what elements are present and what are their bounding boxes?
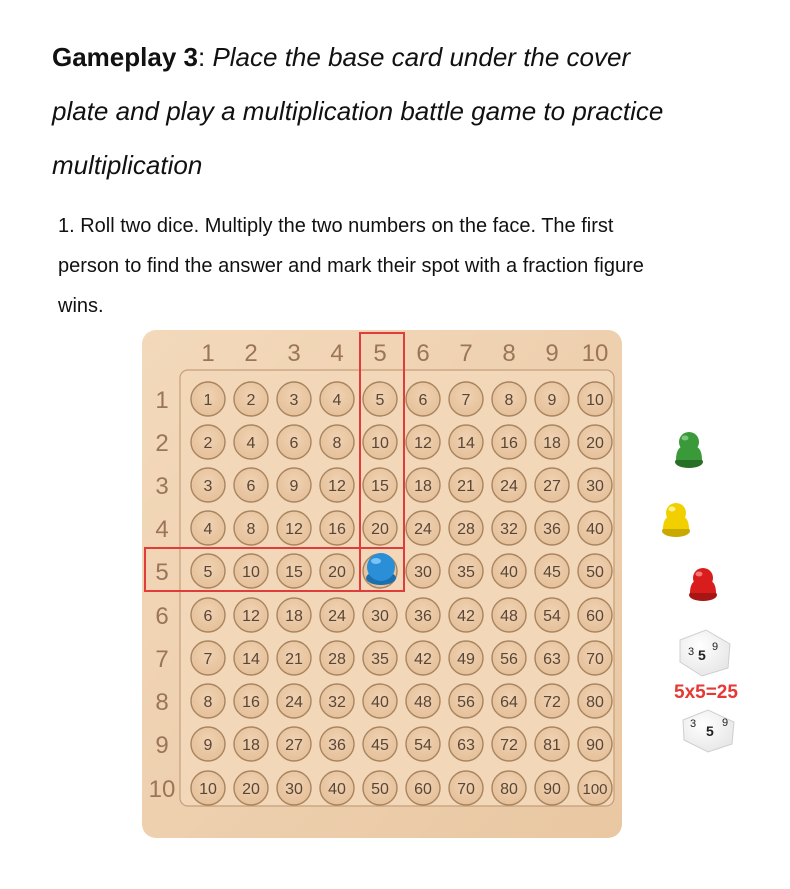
board-cell <box>191 771 225 805</box>
red-peg <box>689 568 717 601</box>
board-cell <box>363 425 397 459</box>
cell-value: 12 <box>328 478 346 495</box>
cell-value: 27 <box>285 737 303 754</box>
board-cell <box>492 641 526 675</box>
board-cell <box>191 425 225 459</box>
cell-value: 8 <box>203 694 213 711</box>
cell-value: 14 <box>242 651 260 668</box>
board-cell <box>535 684 569 718</box>
board-cell <box>578 771 612 805</box>
cell-value: 80 <box>586 694 604 711</box>
cell-value: 18 <box>242 737 260 754</box>
cell-value: 45 <box>543 564 561 581</box>
board-cell <box>363 727 397 761</box>
row-header: 1 <box>155 387 169 414</box>
board-cell <box>320 771 354 805</box>
die2-face-b: 5 <box>706 723 714 739</box>
cell-value: 63 <box>543 651 561 668</box>
board-cell <box>449 511 483 545</box>
die1-face-b: 5 <box>698 647 706 663</box>
cell-value: 7 <box>461 392 471 409</box>
board-cell <box>191 511 225 545</box>
instruction-line-2: person to find the answer and mark their spot with a fraction figure <box>58 255 644 277</box>
cell-value: 56 <box>457 694 475 711</box>
board-cell <box>578 511 612 545</box>
row-header: 10 <box>148 776 176 803</box>
board-cell <box>234 425 268 459</box>
row-header: 6 <box>155 603 169 630</box>
cell-value: 48 <box>414 694 432 711</box>
board-cell <box>449 382 483 416</box>
cell-value: 9 <box>547 392 557 409</box>
board-cell <box>234 641 268 675</box>
cell-value: 12 <box>242 608 260 625</box>
cell-value: 12 <box>414 435 432 452</box>
board-cell <box>363 771 397 805</box>
cell-value: 60 <box>414 781 432 798</box>
board-cell <box>578 468 612 502</box>
cell-value: 100 <box>582 781 608 798</box>
column-header: 6 <box>416 340 430 367</box>
board-cell <box>320 598 354 632</box>
cell-value: 32 <box>328 694 346 711</box>
column-header: 10 <box>581 340 609 367</box>
board-cell <box>320 382 354 416</box>
board-cell <box>234 511 268 545</box>
board-cell <box>578 684 612 718</box>
cell-value: 3 <box>289 392 299 409</box>
board-cell <box>277 425 311 459</box>
board-cell <box>406 684 440 718</box>
board-cell <box>363 684 397 718</box>
blue-peg <box>366 553 396 585</box>
row-header: 5 <box>155 559 169 586</box>
board-cell <box>406 727 440 761</box>
board-cell <box>363 511 397 545</box>
board-cell <box>535 771 569 805</box>
cell-value: 36 <box>328 737 346 754</box>
cell-value: 18 <box>285 608 303 625</box>
cell-value: 72 <box>500 737 518 754</box>
row-header: 4 <box>155 516 169 543</box>
green-peg <box>675 432 703 468</box>
yellow-peg <box>662 503 690 537</box>
column-header: 7 <box>459 340 473 367</box>
cell-value: 49 <box>457 651 475 668</box>
board-cell <box>320 727 354 761</box>
cell-value: 24 <box>328 608 346 625</box>
cell-value: 18 <box>414 478 432 495</box>
die-1 <box>680 630 730 676</box>
board-cell <box>277 727 311 761</box>
gameplay-lead-2: plate and play a multiplication battle game to practice <box>52 96 664 126</box>
board-cell <box>234 684 268 718</box>
cell-value: 6 <box>203 608 213 625</box>
instruction-line-1: 1. Roll two dice. Multiply the two numbers on the face. The first <box>58 215 614 237</box>
cell-value: 70 <box>457 781 475 798</box>
cell-value: 35 <box>457 564 475 581</box>
board-cell <box>492 511 526 545</box>
cell-value: 90 <box>543 781 561 798</box>
board-cell <box>578 641 612 675</box>
board-cell <box>449 727 483 761</box>
cell-value: 10 <box>242 564 260 581</box>
board-cell <box>492 425 526 459</box>
cell-value: 28 <box>457 521 475 538</box>
cell-value: 1 <box>203 392 213 409</box>
cell-value: 42 <box>457 608 475 625</box>
board-cell <box>449 771 483 805</box>
gameplay-lead-1: Place the base card under the cover <box>212 42 631 72</box>
cell-value: 6 <box>246 478 256 495</box>
gameplay-title: Gameplay 3 <box>52 42 198 72</box>
cell-value: 30 <box>586 478 604 495</box>
board-cell <box>578 598 612 632</box>
board-cell <box>320 425 354 459</box>
cell-value: 24 <box>414 521 432 538</box>
board-cell <box>535 425 569 459</box>
board-cell <box>277 511 311 545</box>
board-cell <box>277 684 311 718</box>
board-cell <box>191 468 225 502</box>
board-cell <box>363 468 397 502</box>
board-cell <box>277 554 311 588</box>
board-cell <box>277 598 311 632</box>
board-cell <box>449 554 483 588</box>
board-cell <box>191 684 225 718</box>
cell-value: 4 <box>203 521 213 538</box>
cell-value: 9 <box>289 478 299 495</box>
board-cell <box>492 771 526 805</box>
cell-value: 72 <box>543 694 561 711</box>
board-cell <box>406 598 440 632</box>
die2-face-c: 9 <box>722 717 729 729</box>
board-cell <box>320 641 354 675</box>
cell-value: 9 <box>203 737 213 754</box>
cell-value: 70 <box>586 651 604 668</box>
row-header: 2 <box>155 430 169 457</box>
board-cell <box>535 598 569 632</box>
cell-value: 90 <box>586 737 604 754</box>
board-cell <box>234 727 268 761</box>
cell-value: 20 <box>586 435 604 452</box>
cell-value: 36 <box>414 608 432 625</box>
board-cell <box>191 727 225 761</box>
die1-face-c: 9 <box>712 641 719 653</box>
board-cell <box>406 771 440 805</box>
cell-value: 60 <box>586 608 604 625</box>
cell-value: 32 <box>500 521 518 538</box>
cell-value: 54 <box>543 608 561 625</box>
row-header: 3 <box>155 473 169 500</box>
board-cell <box>234 468 268 502</box>
board-cell <box>363 641 397 675</box>
cell-value: 45 <box>371 737 389 754</box>
board-cell <box>406 511 440 545</box>
die2-face-a: 3 <box>690 718 697 730</box>
equation-label: 5x5=25 <box>674 682 738 703</box>
board-cell <box>363 382 397 416</box>
board-cell <box>449 468 483 502</box>
cell-value: 8 <box>332 435 342 452</box>
cell-value: 2 <box>203 435 213 452</box>
column-header: 1 <box>201 340 215 367</box>
cell-value: 30 <box>285 781 303 798</box>
board-cell <box>191 382 225 416</box>
cell-value: 40 <box>500 564 518 581</box>
cell-value: 7 <box>203 651 213 668</box>
board-cell <box>535 727 569 761</box>
cell-value: 36 <box>543 521 561 538</box>
die-2 <box>683 710 734 752</box>
board-cell <box>320 511 354 545</box>
cell-value: 14 <box>457 435 475 452</box>
cell-value: 15 <box>371 478 389 495</box>
board-cell <box>492 598 526 632</box>
board-cell <box>406 425 440 459</box>
board-cell <box>234 771 268 805</box>
board-cell <box>492 468 526 502</box>
cell-value: 80 <box>500 781 518 798</box>
cell-value: 12 <box>285 521 303 538</box>
cell-value: 28 <box>328 651 346 668</box>
cell-value: 50 <box>586 564 604 581</box>
board-cell <box>320 554 354 588</box>
cell-value: 48 <box>500 608 518 625</box>
cell-value: 40 <box>328 781 346 798</box>
board-cell <box>578 727 612 761</box>
board-cell <box>191 554 225 588</box>
cell-value: 18 <box>543 435 561 452</box>
cell-value: 10 <box>586 392 604 409</box>
cell-value: 64 <box>500 694 518 711</box>
cell-value: 56 <box>500 651 518 668</box>
cell-value: 6 <box>289 435 299 452</box>
cell-value: 50 <box>371 781 389 798</box>
board-cell <box>320 684 354 718</box>
column-header: 3 <box>287 340 301 367</box>
board-cell <box>406 382 440 416</box>
cell-value: 8 <box>504 392 514 409</box>
board-cell <box>449 598 483 632</box>
row-header: 9 <box>155 732 169 759</box>
board-cell <box>320 468 354 502</box>
cell-value: 24 <box>500 478 518 495</box>
board-cell <box>191 598 225 632</box>
board-cell <box>492 554 526 588</box>
cell-value: 54 <box>414 737 432 754</box>
title-colon: : <box>197 42 213 72</box>
board-cell <box>449 425 483 459</box>
row-header: 7 <box>155 646 169 673</box>
cell-value: 3 <box>203 478 213 495</box>
cell-value: 4 <box>332 392 342 409</box>
board-cell <box>492 382 526 416</box>
die1-face-a: 3 <box>688 646 695 658</box>
board-cell <box>406 554 440 588</box>
board-cell <box>492 684 526 718</box>
board-cell <box>277 641 311 675</box>
cell-value: 20 <box>328 564 346 581</box>
board-cell <box>191 641 225 675</box>
board-cell <box>277 468 311 502</box>
cell-value: 16 <box>500 435 518 452</box>
column-header: 9 <box>545 340 559 367</box>
board-cell <box>234 554 268 588</box>
cell-value: 42 <box>414 651 432 668</box>
instruction-line-3: wins. <box>58 295 104 317</box>
cell-value: 27 <box>543 478 561 495</box>
cell-value: 6 <box>418 392 428 409</box>
cell-value: 21 <box>285 651 303 668</box>
cell-value: 63 <box>457 737 475 754</box>
column-header: 8 <box>502 340 516 367</box>
cell-value: 2 <box>246 392 256 409</box>
column-header: 5 <box>373 340 387 367</box>
cell-value: 8 <box>246 521 256 538</box>
cell-value: 24 <box>285 694 303 711</box>
cell-value: 5 <box>375 392 385 409</box>
board-cell <box>234 382 268 416</box>
cell-value: 4 <box>246 435 256 452</box>
board-cell <box>406 468 440 502</box>
board-cell <box>234 598 268 632</box>
cell-value: 81 <box>543 737 561 754</box>
cell-value: 20 <box>242 781 260 798</box>
cell-value: 16 <box>328 521 346 538</box>
board-cell <box>449 641 483 675</box>
board-cell <box>277 771 311 805</box>
board-cell <box>535 554 569 588</box>
board-cell <box>449 684 483 718</box>
column-header: 4 <box>330 340 344 367</box>
cell-value: 30 <box>371 608 389 625</box>
cell-value: 10 <box>199 781 217 798</box>
board-cell <box>578 425 612 459</box>
board-cell <box>535 511 569 545</box>
board-cell <box>363 598 397 632</box>
board-cell <box>578 554 612 588</box>
board-cell <box>535 382 569 416</box>
cell-value: 15 <box>285 564 303 581</box>
board-cell <box>535 641 569 675</box>
board-cell <box>406 641 440 675</box>
board-cell <box>492 727 526 761</box>
gameplay-lead-3: multiplication <box>52 150 203 180</box>
cell-value: 20 <box>371 521 389 538</box>
board-cell <box>277 382 311 416</box>
row-header: 8 <box>155 689 169 716</box>
cell-value: 10 <box>371 435 389 452</box>
column-header: 2 <box>244 340 258 367</box>
board-cell <box>535 468 569 502</box>
cell-value: 5 <box>203 564 213 581</box>
cell-value: 21 <box>457 478 475 495</box>
cell-value: 40 <box>586 521 604 538</box>
cell-value: 30 <box>414 564 432 581</box>
cell-value: 16 <box>242 694 260 711</box>
board-cell <box>578 382 612 416</box>
cell-value: 35 <box>371 651 389 668</box>
cell-value: 40 <box>371 694 389 711</box>
